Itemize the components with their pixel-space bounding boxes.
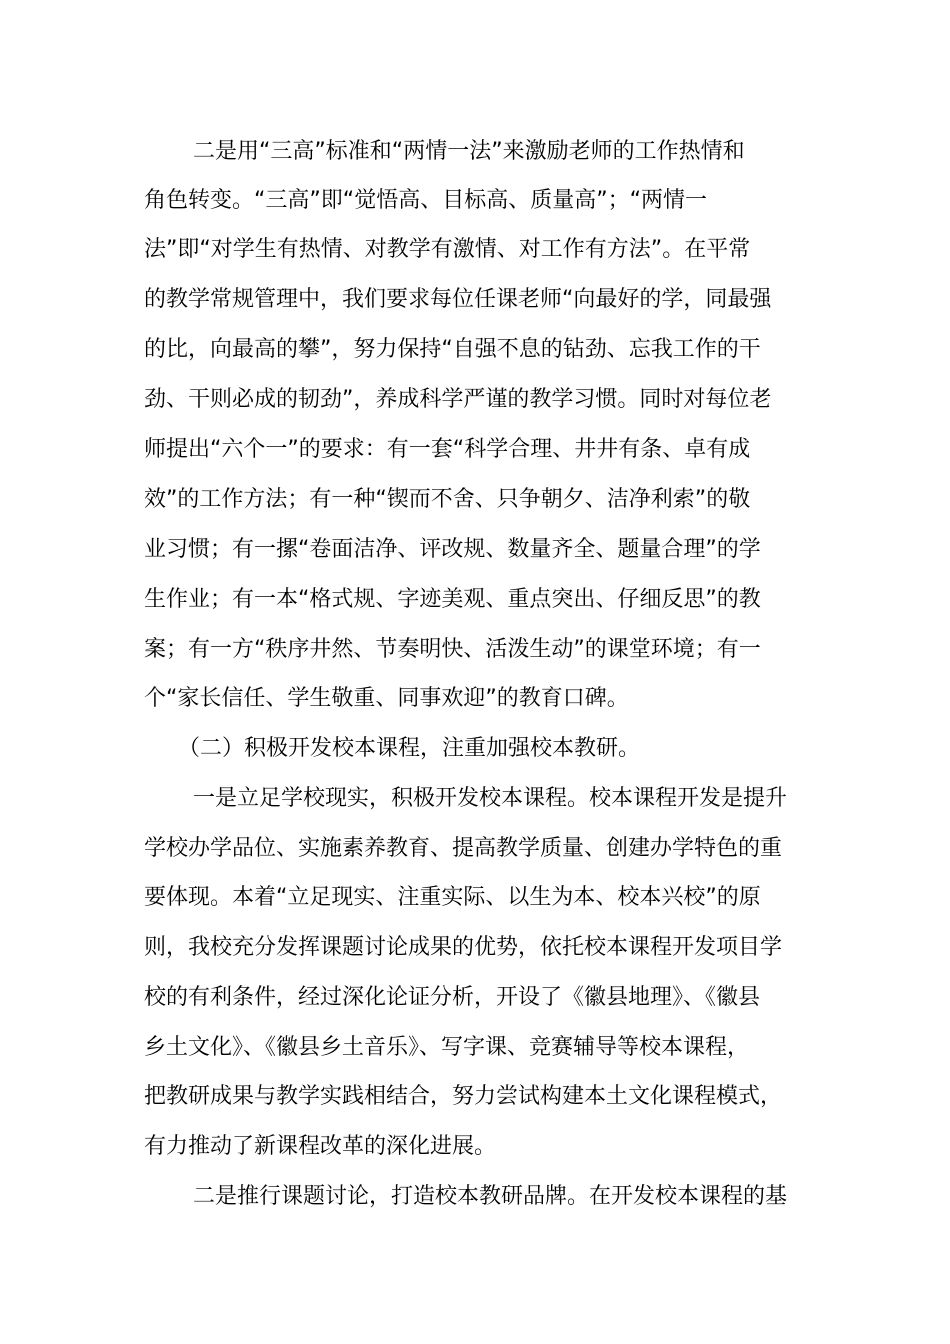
- paragraph-1-line-3: 法”即“对学生有热情、对教学有激情、对工作有方法”。在平常: [144, 237, 751, 262]
- paragraph-1-line-4: 的教学常规管理中，我们要求每位任课老师“向最好的学，同最强: [144, 287, 772, 312]
- paragraph-2-line-4: 则，我校充分发挥课题讨论成果的优势，依托校本课程开发项目学: [144, 935, 783, 960]
- paragraph-1-line-7: 师提出“六个一”的要求：有一套“科学合理、井井有条、卓有成: [144, 437, 751, 462]
- paragraph-2-line-6: 乡土文化》、《徽县乡土音乐》、写字课、竞赛辅导等校本课程，: [144, 1035, 750, 1060]
- paragraph-1-line-2: 角色转变。“三高”即“觉悟高、目标高、质量高”；“两情一: [144, 188, 707, 213]
- paragraph-2-line-5: 校的有利条件，经过深化论证分析，开设了《徽县地理》、《徽县: [144, 985, 761, 1010]
- paragraph-1-line-1: 二是用“三高”标准和“两情一法”来激励老师的工作热情和: [193, 139, 745, 164]
- paragraph-2-line-2: 学校办学品位、实施素养教育、提高教学质量、创建办学特色的重: [144, 836, 783, 861]
- paragraph-1-line-8: 效”的工作方法；有一种“锲而不舍、只争朝夕、洁净利索”的敬: [144, 487, 751, 512]
- paragraph-2-line-1: 一是立足学校现实，积极开发校本课程。校本课程开发是提升: [193, 786, 788, 811]
- paragraph-1-line-10: 生作业；有一本“格式规、字迹美观、重点突出、仔细反思”的教: [144, 587, 761, 612]
- paragraph-1-line-6: 劲、干则必成的韧劲”，养成科学严谨的教学习惯。同时对每位老: [144, 387, 772, 412]
- paragraph-1-line-5: 的比，向最高的攀”，努力保持“自强不息的钻劲、忘我工作的干: [144, 337, 761, 362]
- section-heading: （二）积极开发校本课程，注重加强校本教研。: [178, 736, 641, 761]
- paragraph-1-line-9: 业习惯；有一摞“卷面洁净、评改规、数量齐全、题量合理”的学: [144, 537, 761, 562]
- paragraph-2-line-8: 有力推动了新课程改革的深化进展。: [144, 1134, 497, 1159]
- paragraph-2-line-7: 把教研成果与教学实践相结合，努力尝试构建本土文化课程模式，: [144, 1084, 783, 1109]
- paragraph-3-line-1: 二是推行课题讨论，打造校本教研品牌。在开发校本课程的基: [193, 1184, 788, 1209]
- paragraph-2-line-3: 要体现。本着“立足现实、注重实际、以生为本、校本兴校”的原: [144, 885, 761, 910]
- paragraph-1-line-12: 个“家长信任、学生敬重、同事欢迎”的教育口碑。: [144, 686, 629, 711]
- paragraph-1-line-11: 案；有一方“秩序井然、节奏明快、活泼生动”的课堂环境；有一: [144, 637, 761, 662]
